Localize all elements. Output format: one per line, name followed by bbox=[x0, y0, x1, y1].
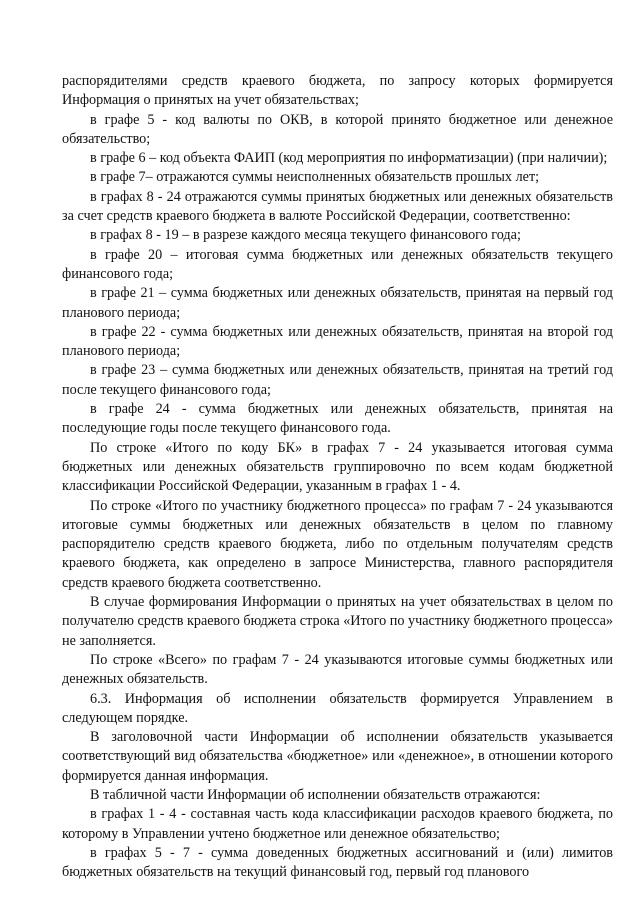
paragraph-recipient-case: В случае формирования Информации о принятых на учет обязательствах в целом по получателю средств краевого бюджета строка «Итого по участнику бюджетного процесса» не заполняется. bbox=[62, 594, 613, 649]
paragraph-column-22: в графе 22 - сумма бюджетных или денежных обязательств, принятая на второй год планового периода; bbox=[62, 323, 613, 360]
paragraph-column-6: в графе 6 – код объекта ФАИП (код мероприятия по информатизации) (при наличии); bbox=[90, 150, 608, 167]
paragraph-column-23: в графе 23 – сумма бюджетных или денежных обязательств, принятая на третий год после текущего финансового года; bbox=[62, 362, 613, 398]
paragraph-column-21: в графе 21 – сумма бюджетных или денежных обязательств, принятая на первый год планового периода; bbox=[62, 285, 613, 321]
paragraph-grand-total: По строке «Всего» по графам 7 - 24 указываются итоговые суммы бюджетных или денежных обязательств. bbox=[62, 651, 613, 688]
paragraph-table-part: В табличной части Информации об исполнении обязательств отражаются: bbox=[90, 786, 541, 803]
document-page bbox=[62, 72, 613, 882]
paragraph-column-7: в графе 7– отражаются суммы неисполненных обязательств прошлых лет; bbox=[90, 169, 540, 186]
paragraph-columns-8-24: в графах 8 - 24 отражаются суммы принятых бюджетных или денежных обязательств за счет средств краевого бюджета в валюте Российской Федерации, соответственно: bbox=[62, 188, 613, 225]
paragraph-total-by-participant: По строке «Итого по участнику бюджетного процесса» по графам 7 - 24 указываются итоговые суммы бюджетных или денежных обязательств в целом по главному распорядителю средств краевого бюджета, либо по отдельным получателям средств краевого бюджета, как определено в запросе Министерства, главного распорядителя средств краевого бюджета соответственно. bbox=[62, 497, 613, 591]
paragraph-continuation: распорядителями средств краевого бюджета, по запросу которых формируется Информация о принятых на учет обязательствах; bbox=[62, 73, 613, 109]
paragraph-columns-8-19: в графах 8 - 19 – в разрезе каждого месяца текущего финансового года; bbox=[90, 227, 521, 244]
paragraph-column-20: в графе 20 – итоговая сумма бюджетных или денежных обязательств текущего финансового года; bbox=[62, 246, 613, 282]
paragraph-header-part: В заголовочной части Информации об исполнении обязательств указывается соответствующий вид обязательства «бюджетное» или «денежное», в отношении которого формируется данная информация. bbox=[62, 729, 613, 784]
paragraph-total-by-bk: По строке «Итого по коду БК» в графах 7 - 24 указывается итоговая сумма бюджетных или денежных обязательств группировочно по всем кодам бюджетной классификации Российской Федерации, указанным в графах 1 - 4. bbox=[62, 439, 613, 495]
paragraph-columns-5-7: в графах 5 - 7 - сумма доведенных бюджетных ассигнований и (или) лимитов бюджетных обязательств на текущий финансовый год, первый год планового bbox=[62, 844, 613, 881]
paragraph-column-5: в графе 5 - код валюты по ОКВ, в которой принято бюджетное или денежное обязательство; bbox=[62, 111, 613, 147]
paragraph-columns-1-4: в графах 1 - 4 - составная часть кода классификации расходов краевого бюджета, по которому в Управлении учтено бюджетное или денежное обязательство; bbox=[62, 806, 613, 842]
paragraph-section-6-3: 6.3. Информация об исполнении обязательств формируется Управлением в следующем порядке. bbox=[62, 690, 613, 726]
paragraph-column-24: в графе 24 - сумма бюджетных или денежных обязательств, принятая на последующие годы после текущего финансового года. bbox=[62, 401, 613, 437]
